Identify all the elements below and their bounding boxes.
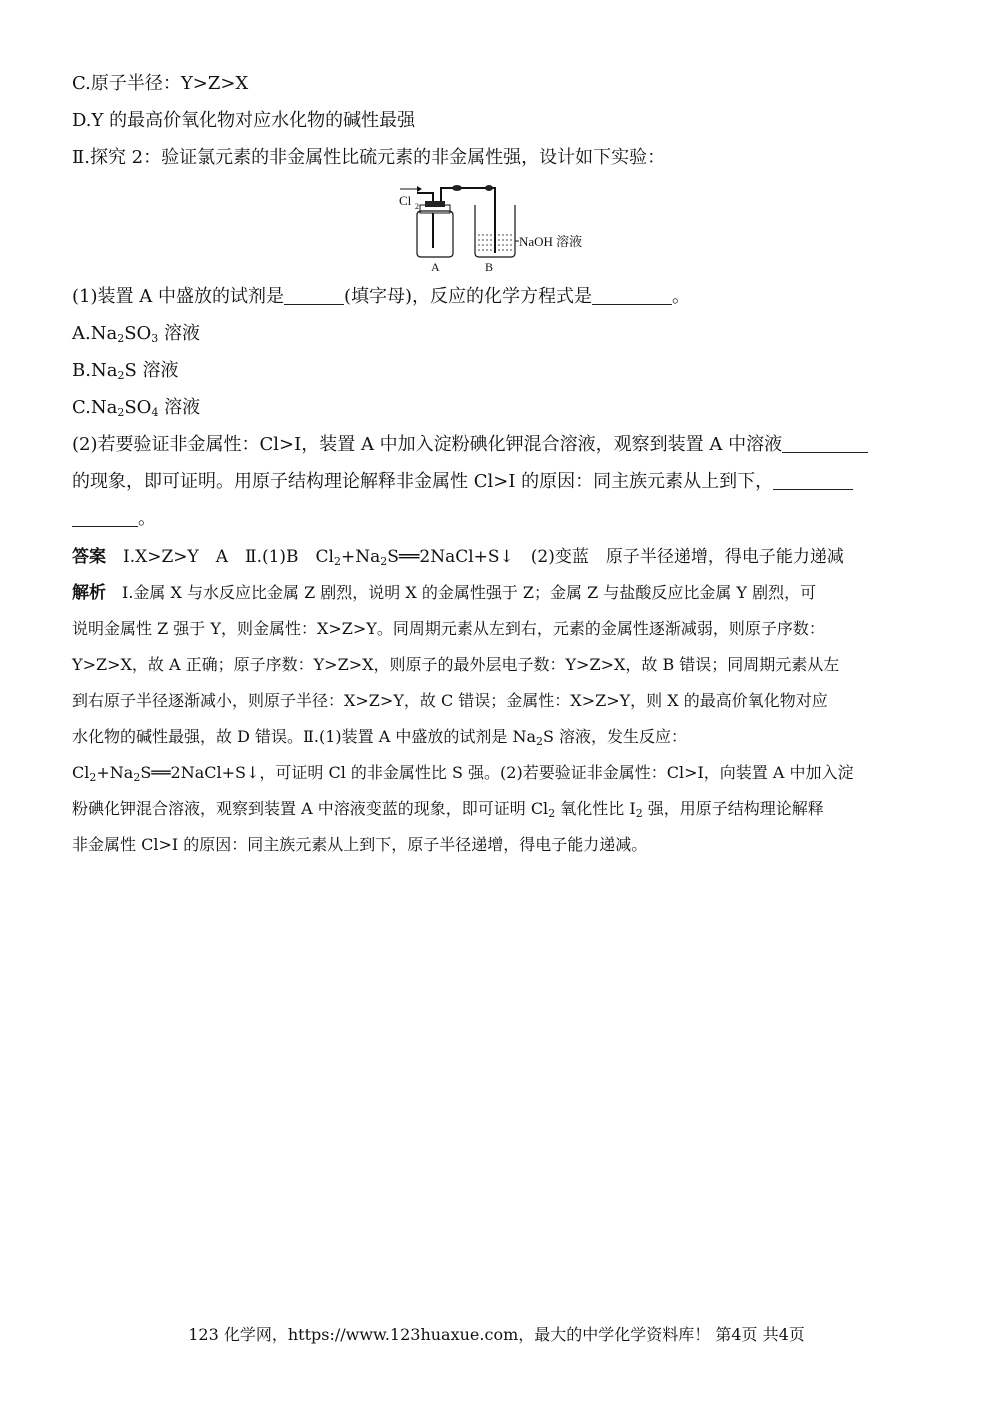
beaker-b-label: B <box>485 260 494 274</box>
analysis-line7: 粉碘化钾混合溶液，观察到装置 A 中溶液变蓝的现象，即可证明 $Cl_2$ 氧化性比 $I_2$ 强，用原子结构理论解释 <box>72 799 824 820</box>
choice-c: $C.Na_2SO_4$ 溶液 <box>72 397 201 419</box>
analysis-line4: 到右原子半径逐渐减小，则原子半径：X>Z>Y，故 C 错误；金属性：X>Z>Y，则 X 的最高价氧化物对应 <box>72 691 828 710</box>
blank-reagent[interactable] <box>284 286 344 305</box>
page-footer: 123 化学网，https://www.123huaxue.com，最大的中学化学资料库！ 第4页 共4页 <box>188 1325 805 1344</box>
analysis-line6: $Cl_2+Na_2S══2NaCl+S↓$，可证明 Cl 的非金属性比 S 强。(2)若要验证非金属性：Cl>I，向装置 A 中加入淀 <box>72 763 854 784</box>
bottle-a-label: A <box>431 260 440 274</box>
blank-phenomenon[interactable] <box>782 434 868 453</box>
gas-label-sub: 2 <box>415 202 419 211</box>
part2-intro: Ⅱ.探究 2：验证氯元素的非金属性比硫元素的非金属性强，设计如下实验： <box>72 147 666 168</box>
question-2-line3: 。 <box>72 508 156 530</box>
option-c: C.原子半径：Y>Z>X <box>72 73 249 94</box>
analysis-line5: 水化物的碱性最强，故 D 错误。Ⅱ.(1)装置 A 中盛放的试剂是 $Na_2S$ 溶液，发生反应： <box>72 727 688 748</box>
question-2-line2: 的现象，即可证明。用原子结构理论解释非金属性 Cl>I 的原因：同主族元素从上到下， <box>72 471 853 493</box>
choice-b: $B.Na_2S$ 溶液 <box>72 360 179 382</box>
option-d: D.Y 的最高价氧化物对应水化物的碱性最强 <box>72 110 416 131</box>
blank-reason[interactable] <box>773 471 853 490</box>
analysis-line2: 说明金属性 Z 强于 Y，则金属性：X>Z>Y。同周期元素从左到右，元素的金属性逐渐减弱，则原子序数： <box>72 619 825 638</box>
apparatus-figure <box>395 183 610 278</box>
analysis-label: 解析 <box>72 583 106 603</box>
answer-line: 答案 Ⅰ.X>Z>Y A Ⅱ.(1)B $Cl_2+Na_2S══2NaCl+S↓$ (2)变蓝 原子半径递增，得电子能力递减 <box>72 547 844 568</box>
blank-equation[interactable] <box>592 286 672 305</box>
gas-label: Cl <box>399 193 412 208</box>
blank-reason-cont[interactable] <box>72 508 138 527</box>
analysis-line8: 非金属性 Cl>I 的原因：同主族元素从上到下，原子半径递增，得电子能力递减。 <box>72 835 648 854</box>
answer-label: 答案 <box>72 547 106 567</box>
question-2-line1: (2)若要验证非金属性：Cl>I，装置 A 中加入淀粉碘化钾混合溶液，观察到装置 A 中溶液 <box>72 434 868 456</box>
analysis-line3: Y>Z>X，故 A 正确；原子序数：Y>Z>X，则原子的最外层电子数：Y>Z>X，故 B 错误；同周期元素从左 <box>72 655 840 674</box>
question-1: (1)装置 A 中盛放的试剂是 (填字母)，反应的化学方程式是 。 <box>72 286 690 307</box>
choice-a: $A.Na_2SO_3$ 溶液 <box>72 323 201 345</box>
naoh-label: NaOH 溶液 <box>519 234 583 249</box>
analysis-line1: 解析 Ⅰ.金属 X 与水反应比金属 Z 剧烈，说明 X 的金属性强于 Z；金属 Z 与盐酸反应比金属 Y 剧烈，可 <box>72 583 817 603</box>
